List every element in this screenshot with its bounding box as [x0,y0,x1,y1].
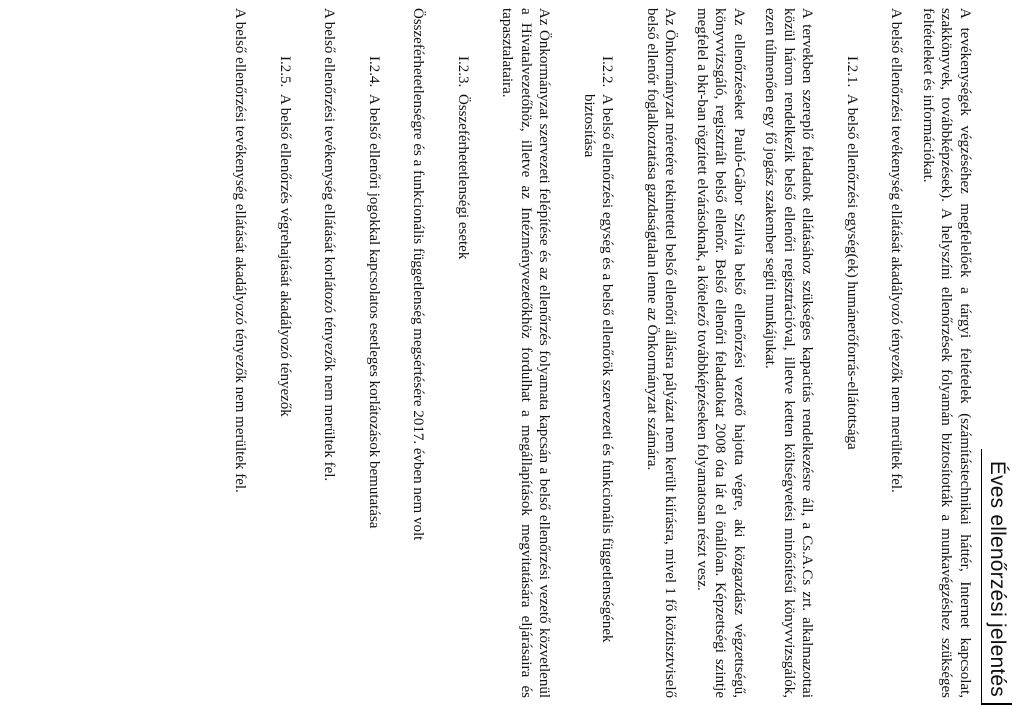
page-header [982,0,1012,705]
paragraph-independence: Az Önkormányzat szervezeti felépítése és az ellenőrzés folyamata kapcsán a belső ellenőrzési vezető közvetlenül a Hivatalvezetőhöz, illetve az Intézményvezetőkhöz fordulhat a megállapítások megvitatására eljárásaira és tapasztalataira. [499,8,553,698]
paragraph-position: Az Önkormányzat méretére tekintettel belső ellenőri állásra pályázat nem került kiírásra, mivel 1 fő köztisztviselő belső ellenőr foglalkoztatása gazdaságtalan lenne az Önkormányzat számára. [644,8,679,698]
section-heading-123 [454,8,473,698]
section-heading-125 [276,8,295,698]
section-title: A belső ellenőrzés végrehajtását akadályozó tényezők [277,94,293,417]
section-number: I.2.4. [366,56,382,88]
paragraph-no-obstacles: A belső ellenőrzési tevékenység ellátását akadályozó tényezők nem merültek fel. [888,8,905,493]
section-title: Összeférhetetlenségi esetek [455,94,471,260]
section-number: I.2.2. [599,56,616,88]
paragraph-conditions: A tevékenységek végzéséhez megfelelőek a tárgyi feltételek (számítástechnikai háttér, Internet kapcsolat, szakkönyvek, továbbképzések). A helyszíni ellenőrzések folyamán biztosították a munkavégzéshez szükséges feltételeket és információkat. [920,8,973,698]
title-box [981,449,1012,705]
section-number: I.2.3. [455,56,471,88]
section-title: A belső ellenőrzési egység és a belső ellenőrök szervezeti és funkcionális függetlenségének biztosítása [581,94,616,643]
paragraph-restrictions: A belső ellenőrzési tevékenység ellátását korlátozó tényezők nem merültek fel. [321,8,338,482]
paragraph-auditor: Az ellenőrzéseket Pauló-Gábor Szilvia belső ellenőrzési vezető hajotta végre, aki közgazdász végzettségű, könyvvizsgáló, regisztrált belső ellenőr. Belső ellenőri feladatokat 2008 óta lát el önállóan. Képzettségi szintje megfelel a bkr-ban rögzített elvárásoknak, a kötelező továbbképzéseken folyamatosan részt vesz. [694,8,747,698]
paragraph-execution: A belső ellenőrzési tevékenység ellátását akadályozó tényezők nem merültek fel. [232,8,249,493]
section-heading-124 [365,8,384,698]
section-title: A belső ellenőri jogokkal kapcsolatos esetleges korlátozások bemutatása [366,94,382,529]
page-title: Éves ellenőrzési jelentés [986,460,1009,697]
section-number: I.2.1. [844,56,860,88]
paragraph-conflicts: Összeférhetetlenségre és a funkcionális függetlenség megsértésére 2017. évben nem volt [410,8,427,541]
document-body [231,8,974,698]
paragraph-capacity: A tervekben szereplő feladatok ellátásához szükséges kapacitás rendelkezésre áll, a Cs.A.Cs zrt. alkalmazottai közül három rendelkezik belső ellenőri regisztrációval, illetve ketten költségvetési minősítésű könyvvizsgálók, ezen túlmenően egy fő jogász szakember segíti munkájukat. [762,8,816,698]
section-number: I.2.5. [277,56,293,88]
section-heading-122 [580,8,617,698]
section-title: A belső ellenőrzési egység(ek) humánerőforrás-ellátottsága [844,94,860,450]
section-heading-121 [843,8,862,698]
